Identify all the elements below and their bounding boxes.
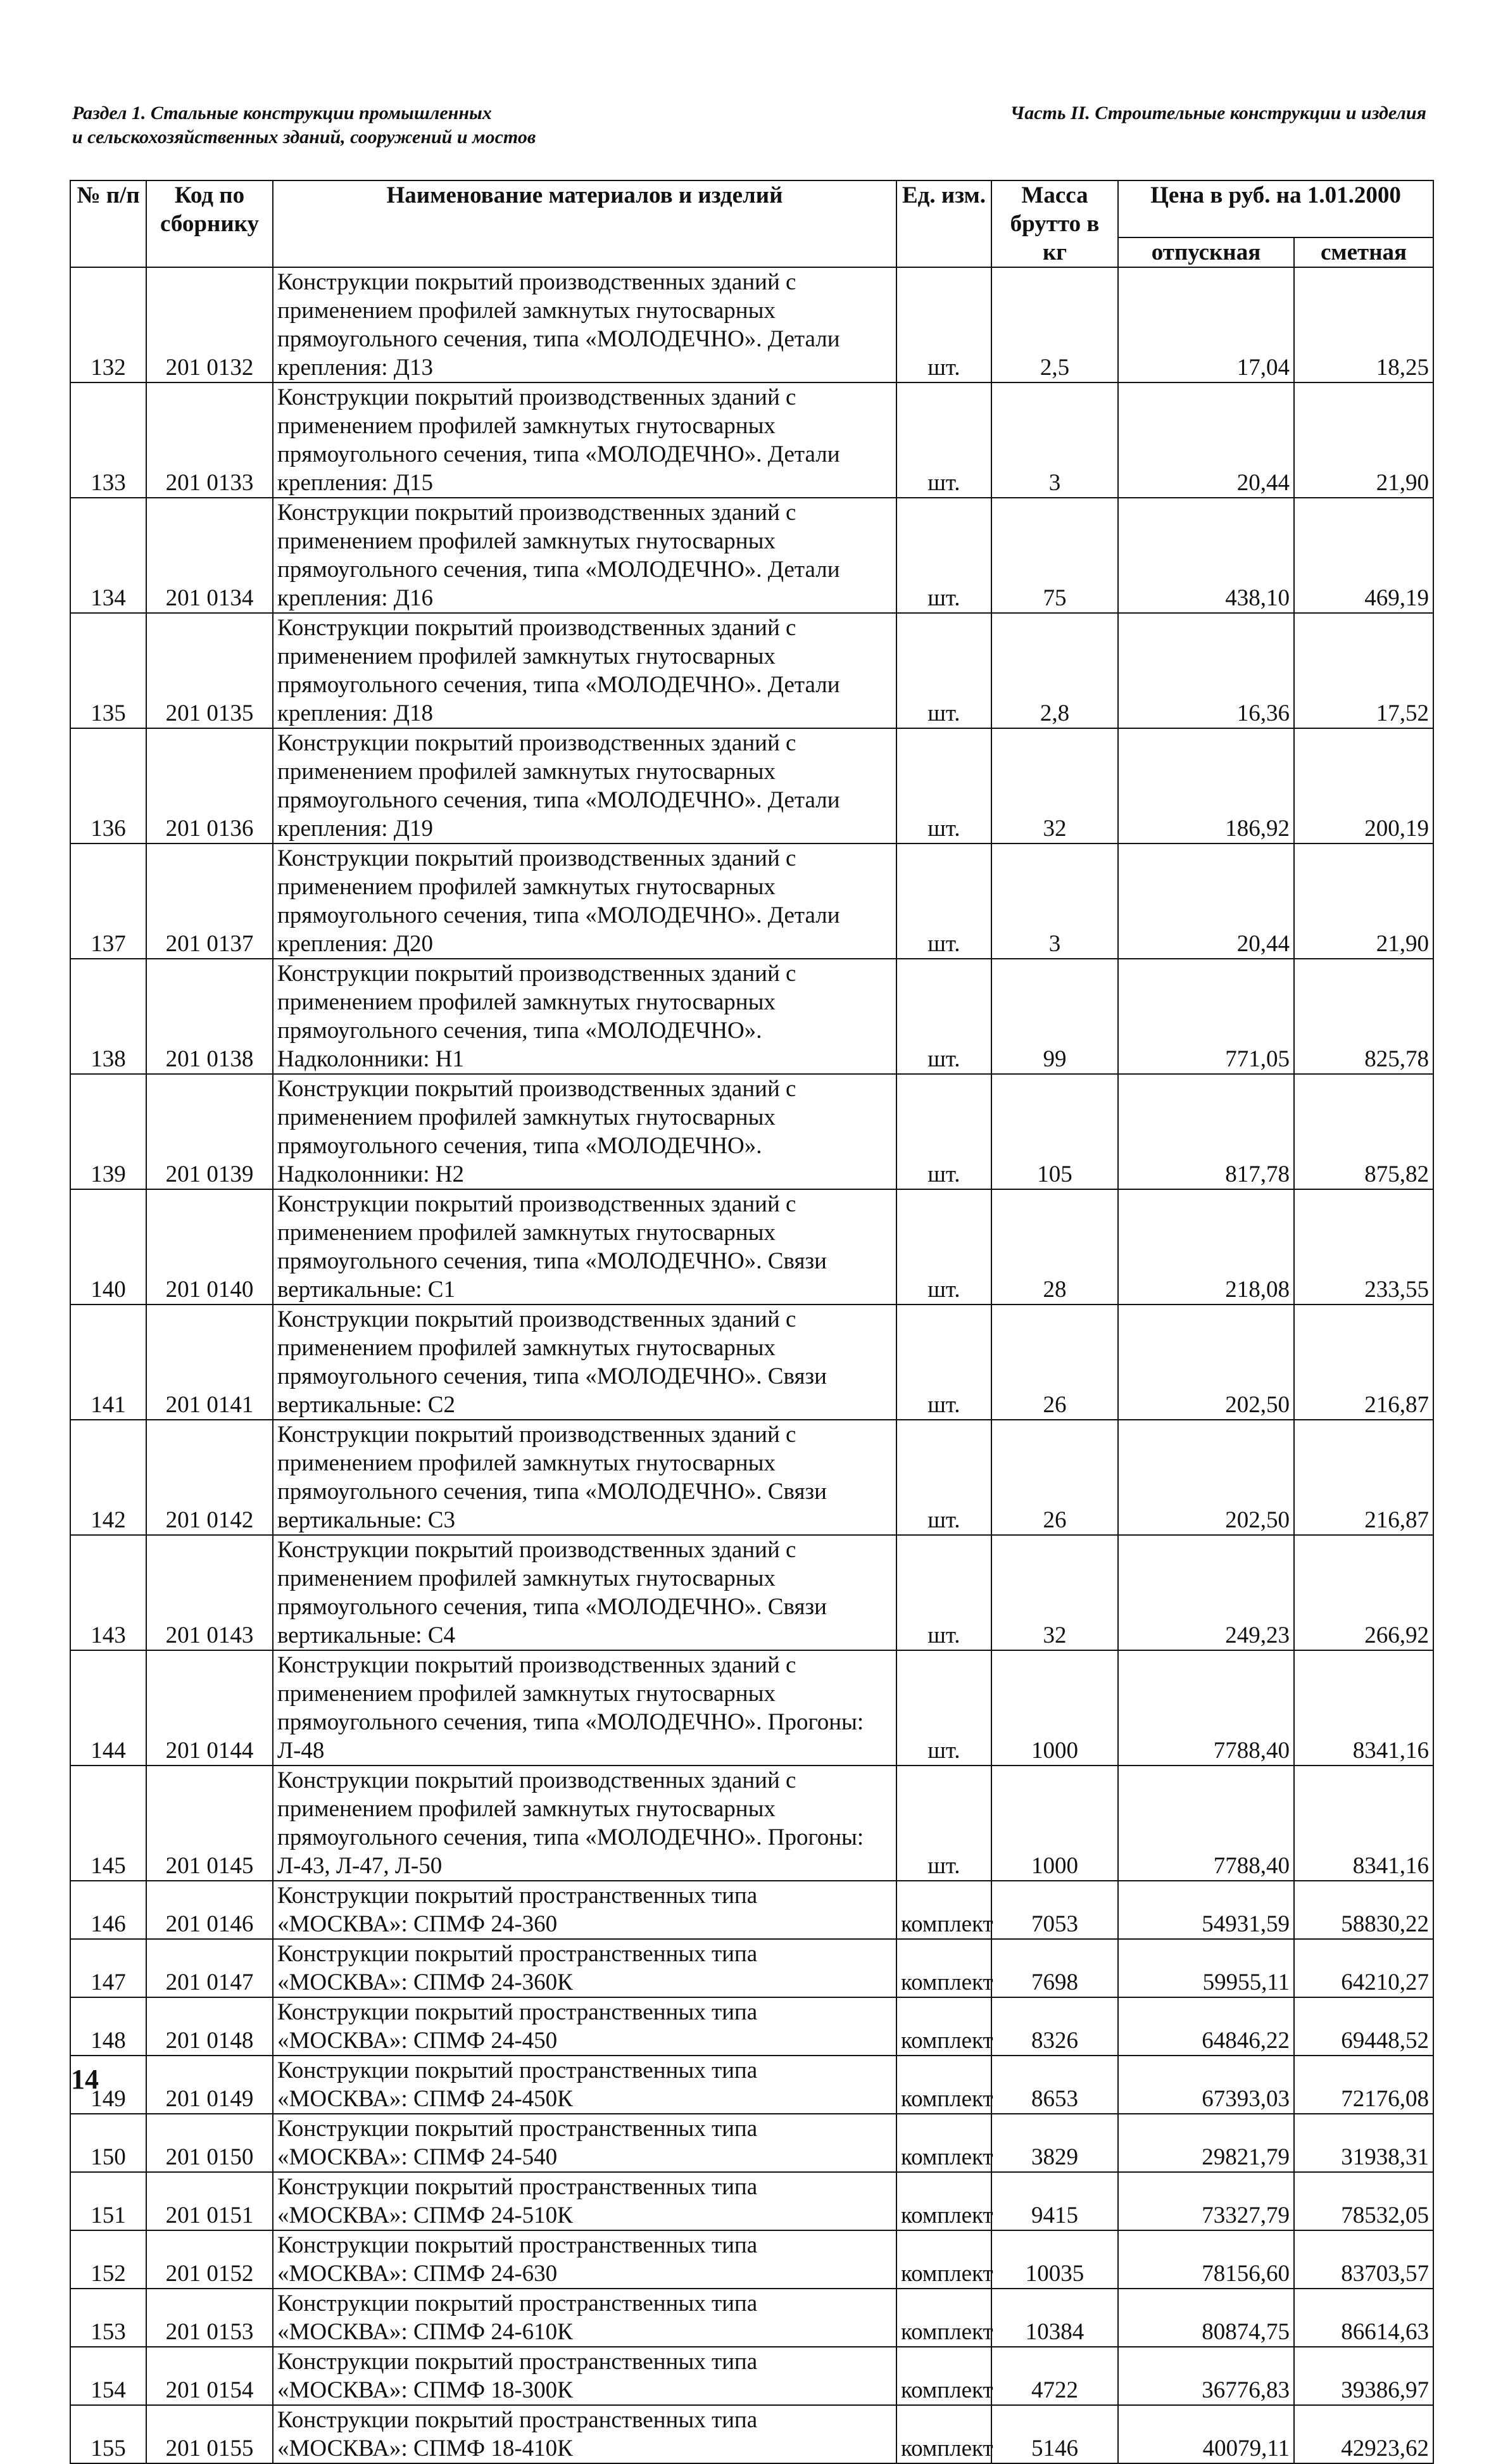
row-mass: 3 — [991, 843, 1118, 959]
row-number: 139 — [70, 1074, 146, 1189]
row-mass: 26 — [991, 1305, 1118, 1420]
row-price-release: 249,23 — [1118, 1535, 1294, 1650]
row-name: Конструкции покрытий производственных зданий с применением профилей замкнутых гнутосварных прямоугольного сечения, типа «МОЛОДЕЧНО». Связи вертикальные: С3 — [273, 1420, 896, 1535]
section-header-line2: и сельскохозяйственных зданий, сооружений и мостов — [72, 127, 536, 148]
row-unit: шт. — [896, 267, 991, 382]
row-unit: комплект — [896, 2114, 991, 2172]
row-price-release: 40079,11 — [1118, 2405, 1294, 2463]
row-code: 201 0152 — [146, 2230, 273, 2289]
row-mass: 8326 — [991, 1997, 1118, 2056]
row-unit: шт. — [896, 1535, 991, 1650]
row-mass: 4722 — [991, 2347, 1118, 2405]
row-name: Конструкции покрытий пространственных типа «МОСКВА»: СПМФ 24-510К — [273, 2172, 896, 2230]
row-code: 201 0145 — [146, 1766, 273, 1881]
row-mass: 3829 — [991, 2114, 1118, 2172]
table-row — [70, 2347, 1433, 2405]
row-price-release: 817,78 — [1118, 1074, 1294, 1189]
row-name: Конструкции покрытий производственных зданий с применением профилей замкнутых гнутосварных прямоугольного сечения, типа «МОЛОДЕЧНО». Надколонники: Н2 — [273, 1074, 896, 1189]
row-name: Конструкции покрытий производственных зданий с применением профилей замкнутых гнутосварных прямоугольного сечения, типа «МОЛОДЕЧНО». Детали крепления: Д18 — [273, 613, 896, 728]
section-header — [72, 101, 536, 149]
row-price-estimate: 266,92 — [1294, 1535, 1433, 1650]
row-price-estimate: 39386,97 — [1294, 2347, 1433, 2405]
row-price-estimate: 58830,22 — [1294, 1881, 1433, 1939]
row-mass: 2,8 — [991, 613, 1118, 728]
row-price-estimate: 216,87 — [1294, 1420, 1433, 1535]
row-code: 201 0150 — [146, 2114, 273, 2172]
row-mass: 10384 — [991, 2289, 1118, 2347]
row-unit: шт. — [896, 728, 991, 843]
row-number: 154 — [70, 2347, 146, 2405]
row-name: Конструкции покрытий пространственных типа «МОСКВА»: СПМФ 24-450 — [273, 1997, 896, 2056]
row-price-estimate: 8341,16 — [1294, 1650, 1433, 1766]
row-price-estimate: 21,90 — [1294, 382, 1433, 498]
row-unit: комплект — [896, 1997, 991, 2056]
table-row — [70, 2405, 1433, 2463]
row-unit: шт. — [896, 1189, 991, 1305]
row-name: Конструкции покрытий производственных зданий с применением профилей замкнутых гнутосварных прямоугольного сечения, типа «МОЛОДЕЧНО». Прогоны: Л-48 — [273, 1650, 896, 1766]
row-number: 155 — [70, 2405, 146, 2463]
row-mass: 1000 — [991, 1766, 1118, 1881]
row-code: 201 0144 — [146, 1650, 273, 1766]
row-unit: шт. — [896, 1305, 991, 1420]
row-price-release: 64846,22 — [1118, 1997, 1294, 2056]
row-number: 135 — [70, 613, 146, 728]
table-row — [70, 2172, 1433, 2230]
row-name: Конструкции покрытий пространственных типа «МОСКВА»: СПМФ 24-540 — [273, 2114, 896, 2172]
row-mass: 5146 — [991, 2405, 1118, 2463]
row-code: 201 0142 — [146, 1420, 273, 1535]
part-header: Часть II. Строительные конструкции и изделия — [1010, 103, 1426, 123]
row-price-estimate: 78532,05 — [1294, 2172, 1433, 2230]
row-code: 201 0134 — [146, 498, 273, 613]
row-number: 136 — [70, 728, 146, 843]
row-number: 134 — [70, 498, 146, 613]
row-mass: 75 — [991, 498, 1118, 613]
table-row — [70, 959, 1433, 1074]
col-header-mass: Масса брутто в кг — [991, 180, 1118, 267]
row-mass: 32 — [991, 1535, 1118, 1650]
row-number: 141 — [70, 1305, 146, 1420]
row-price-release: 218,08 — [1118, 1189, 1294, 1305]
row-code: 201 0141 — [146, 1305, 273, 1420]
row-mass: 2,5 — [991, 267, 1118, 382]
row-unit: комплект — [896, 1939, 991, 1997]
row-unit: комплект — [896, 2230, 991, 2289]
row-name: Конструкции покрытий производственных зданий с применением профилей замкнутых гнутосварных прямоугольного сечения, типа «МОЛОДЕЧНО». Надколонники: Н1 — [273, 959, 896, 1074]
row-unit: шт. — [896, 382, 991, 498]
table-row — [70, 2230, 1433, 2289]
row-code: 201 0138 — [146, 959, 273, 1074]
table-row — [70, 1997, 1433, 2056]
row-code: 201 0143 — [146, 1535, 273, 1650]
page-number: 14 — [71, 2064, 99, 2095]
row-code: 201 0151 — [146, 2172, 273, 2230]
row-price-release: 7788,40 — [1118, 1766, 1294, 1881]
row-name: Конструкции покрытий пространственных типа «МОСКВА»: СПМФ 24-630 — [273, 2230, 896, 2289]
row-code: 201 0153 — [146, 2289, 273, 2347]
row-price-release: 438,10 — [1118, 498, 1294, 613]
row-price-release: 59955,11 — [1118, 1939, 1294, 1997]
row-number: 144 — [70, 1650, 146, 1766]
row-name: Конструкции покрытий производственных зданий с применением профилей замкнутых гнутосварных прямоугольного сечения, типа «МОЛОДЕЧНО». Детали крепления: Д19 — [273, 728, 896, 843]
col-header-price-group: Цена в руб. на 1.01.2000 — [1118, 180, 1433, 237]
row-code: 201 0140 — [146, 1189, 273, 1305]
row-number: 146 — [70, 1881, 146, 1939]
row-code: 201 0155 — [146, 2405, 273, 2463]
row-price-estimate: 64210,27 — [1294, 1939, 1433, 1997]
row-price-estimate: 72176,08 — [1294, 2056, 1433, 2114]
col-header-unit: Ед. изм. — [896, 180, 991, 267]
row-mass: 3 — [991, 382, 1118, 498]
row-price-release: 16,36 — [1118, 613, 1294, 728]
row-unit: шт. — [896, 1074, 991, 1189]
row-price-release: 36776,83 — [1118, 2347, 1294, 2405]
row-code: 201 0137 — [146, 843, 273, 959]
row-price-estimate: 31938,31 — [1294, 2114, 1433, 2172]
row-price-estimate: 200,19 — [1294, 728, 1433, 843]
row-number: 140 — [70, 1189, 146, 1305]
table-row — [70, 1535, 1433, 1650]
row-unit: шт. — [896, 613, 991, 728]
row-mass: 9415 — [991, 2172, 1118, 2230]
table-row — [70, 613, 1433, 728]
row-name: Конструкции покрытий производственных зданий с применением профилей замкнутых гнутосварных прямоугольного сечения, типа «МОЛОДЕЧНО». Детали крепления: Д20 — [273, 843, 896, 959]
row-mass: 32 — [991, 728, 1118, 843]
row-price-estimate: 233,55 — [1294, 1189, 1433, 1305]
row-name: Конструкции покрытий пространственных типа «МОСКВА»: СПМФ 24-610К — [273, 2289, 896, 2347]
row-unit: комплект — [896, 2405, 991, 2463]
row-price-estimate: 42923,62 — [1294, 2405, 1433, 2463]
row-price-estimate: 21,90 — [1294, 843, 1433, 959]
table-row — [70, 1939, 1433, 1997]
row-unit: шт. — [896, 1650, 991, 1766]
row-price-release: 202,50 — [1118, 1305, 1294, 1420]
row-name: Конструкции покрытий производственных зданий с применением профилей замкнутых гнутосварных прямоугольного сечения, типа «МОЛОДЕЧНО». Детали крепления: Д13 — [273, 267, 896, 382]
row-code: 201 0147 — [146, 1939, 273, 1997]
row-code: 201 0132 — [146, 267, 273, 382]
row-number: 150 — [70, 2114, 146, 2172]
row-number: 137 — [70, 843, 146, 959]
row-price-estimate: 18,25 — [1294, 267, 1433, 382]
row-price-release: 54931,59 — [1118, 1881, 1294, 1939]
row-price-release: 20,44 — [1118, 843, 1294, 959]
row-number: 153 — [70, 2289, 146, 2347]
row-price-estimate: 86614,63 — [1294, 2289, 1433, 2347]
row-unit: комплект — [896, 2172, 991, 2230]
row-number: 143 — [70, 1535, 146, 1650]
row-price-estimate: 469,19 — [1294, 498, 1433, 613]
row-price-release: 67393,03 — [1118, 2056, 1294, 2114]
row-number: 148 — [70, 1997, 146, 2056]
table-row — [70, 728, 1433, 843]
row-mass: 99 — [991, 959, 1118, 1074]
row-price-estimate: 875,82 — [1294, 1074, 1433, 1189]
row-mass: 26 — [991, 1420, 1118, 1535]
row-code: 201 0146 — [146, 1881, 273, 1939]
row-unit: шт. — [896, 843, 991, 959]
row-number: 151 — [70, 2172, 146, 2230]
row-name: Конструкции покрытий производственных зданий с применением профилей замкнутых гнутосварных прямоугольного сечения, типа «МОЛОДЕЧНО». Детали крепления: Д16 — [273, 498, 896, 613]
row-name: Конструкции покрытий пространственных типа «МОСКВА»: СПМФ 18-410К — [273, 2405, 896, 2463]
row-number: 138 — [70, 959, 146, 1074]
row-mass: 7698 — [991, 1939, 1118, 1997]
price-table — [70, 180, 1434, 2464]
row-price-estimate: 69448,52 — [1294, 1997, 1433, 2056]
row-code: 201 0149 — [146, 2056, 273, 2114]
col-header-price-release: отпускная — [1118, 237, 1294, 267]
row-code: 201 0133 — [146, 382, 273, 498]
row-name: Конструкции покрытий пространственных типа «МОСКВА»: СПМФ 18-300К — [273, 2347, 896, 2405]
section-header-line1: Раздел 1. Стальные конструкции промышленных — [72, 103, 492, 123]
row-unit: шт. — [896, 498, 991, 613]
row-mass: 7053 — [991, 1881, 1118, 1939]
table-row — [70, 1650, 1433, 1766]
col-header-num: № п/п — [70, 180, 146, 267]
row-number: 152 — [70, 2230, 146, 2289]
row-number: 133 — [70, 382, 146, 498]
row-number: 147 — [70, 1939, 146, 1997]
row-name: Конструкции покрытий пространственных типа «МОСКВА»: СПМФ 24-360К — [273, 1939, 896, 1997]
row-unit: комплект — [896, 1881, 991, 1939]
row-name: Конструкции покрытий производственных зданий с применением профилей замкнутых гнутосварных прямоугольного сечения, типа «МОЛОДЕЧНО». Связи вертикальные: С4 — [273, 1535, 896, 1650]
table-row — [70, 1305, 1433, 1420]
row-name: Конструкции покрытий пространственных типа «МОСКВА»: СПМФ 24-360 — [273, 1881, 896, 1939]
row-mass: 105 — [991, 1074, 1118, 1189]
row-price-release: 771,05 — [1118, 959, 1294, 1074]
table-row — [70, 2056, 1433, 2114]
row-unit: комплект — [896, 2289, 991, 2347]
row-unit: комплект — [896, 2056, 991, 2114]
table-row — [70, 843, 1433, 959]
row-unit: шт. — [896, 959, 991, 1074]
col-header-code: Код по сборнику — [146, 180, 273, 267]
row-unit: комплект — [896, 2347, 991, 2405]
row-price-release: 78156,60 — [1118, 2230, 1294, 2289]
row-unit: шт. — [896, 1766, 991, 1881]
table-row — [70, 498, 1433, 613]
row-price-release: 202,50 — [1118, 1420, 1294, 1535]
row-price-release: 80874,75 — [1118, 2289, 1294, 2347]
row-price-estimate: 8341,16 — [1294, 1766, 1433, 1881]
row-name: Конструкции покрытий производственных зданий с применением профилей замкнутых гнутосварных прямоугольного сечения, типа «МОЛОДЕЧНО». Связи вертикальные: С2 — [273, 1305, 896, 1420]
row-price-release: 29821,79 — [1118, 2114, 1294, 2172]
table-row — [70, 1881, 1433, 1939]
row-code: 201 0154 — [146, 2347, 273, 2405]
row-number: 145 — [70, 1766, 146, 1881]
row-price-release: 7788,40 — [1118, 1650, 1294, 1766]
row-code: 201 0148 — [146, 1997, 273, 2056]
row-code: 201 0135 — [146, 613, 273, 728]
col-header-name: Наименование материалов и изделий — [273, 180, 896, 267]
row-name: Конструкции покрытий производственных зданий с применением профилей замкнутых гнутосварных прямоугольного сечения, типа «МОЛОДЕЧНО». Детали крепления: Д15 — [273, 382, 896, 498]
table-row — [70, 1189, 1433, 1305]
table-row — [70, 382, 1433, 498]
table-row — [70, 2114, 1433, 2172]
table-row — [70, 1766, 1433, 1881]
row-mass: 28 — [991, 1189, 1118, 1305]
row-number: 142 — [70, 1420, 146, 1535]
row-code: 201 0139 — [146, 1074, 273, 1189]
row-code: 201 0136 — [146, 728, 273, 843]
row-price-release: 20,44 — [1118, 382, 1294, 498]
row-price-estimate: 825,78 — [1294, 959, 1433, 1074]
table-row — [70, 267, 1433, 382]
table-row — [70, 1420, 1433, 1535]
row-price-estimate: 83703,57 — [1294, 2230, 1433, 2289]
row-price-estimate: 17,52 — [1294, 613, 1433, 728]
table-body — [70, 267, 1433, 2463]
row-unit: шт. — [896, 1420, 991, 1535]
row-name: Конструкции покрытий производственных зданий с применением профилей замкнутых гнутосварных прямоугольного сечения, типа «МОЛОДЕЧНО». Связи вертикальные: С1 — [273, 1189, 896, 1305]
row-price-release: 186,92 — [1118, 728, 1294, 843]
row-mass: 8653 — [991, 2056, 1118, 2114]
row-mass: 10035 — [991, 2230, 1118, 2289]
row-name: Конструкции покрытий производственных зданий с применением профилей замкнутых гнутосварных прямоугольного сечения, типа «МОЛОДЕЧНО». Прогоны: Л-43, Л-47, Л-50 — [273, 1766, 896, 1881]
table-row — [70, 1074, 1433, 1189]
col-header-price-estimate: сметная — [1294, 237, 1433, 267]
row-number: 149 — [70, 2056, 146, 2114]
table-row — [70, 2289, 1433, 2347]
row-price-release: 73327,79 — [1118, 2172, 1294, 2230]
row-price-estimate: 216,87 — [1294, 1305, 1433, 1420]
table-header — [70, 180, 1433, 267]
row-price-release: 17,04 — [1118, 267, 1294, 382]
row-number: 132 — [70, 267, 146, 382]
row-name: Конструкции покрытий пространственных типа «МОСКВА»: СПМФ 24-450К — [273, 2056, 896, 2114]
row-mass: 1000 — [991, 1650, 1118, 1766]
